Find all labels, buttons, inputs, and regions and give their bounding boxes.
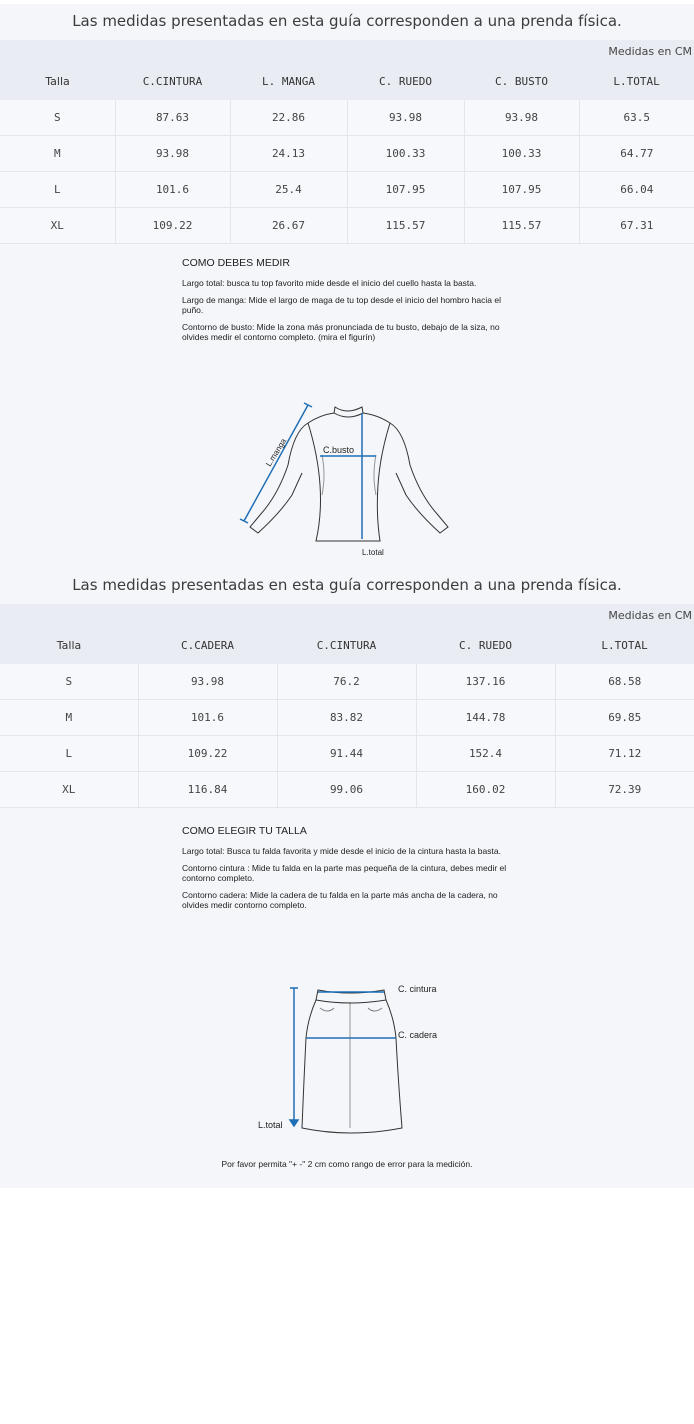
error-range-note: Por favor permita "+ -" 2 cm como rango de error para la medición. [221,1159,473,1169]
table-row [0,700,694,736]
cadera-label: C. cadera [398,1030,438,1040]
cintura-label: C. cintura [398,984,437,994]
table-row [0,736,694,772]
instructions-paragraph: Largo total: Busca tu falda favorita y mide desde el inicio de la cintura hasta la basta. [182,846,501,856]
instructions-paragraph: Largo de manga: Mide el largo de maga de tu top desde el inicio del hombro hacia el puño. [182,295,501,315]
table-cell: 83.82 [277,700,416,736]
table-cell: 93.98 [347,100,464,136]
top-units-label: Medidas en CM [0,40,694,62]
col-header: L.TOTAL [555,626,694,664]
table-cell: 100.33 [347,136,464,172]
table-cell: M [0,700,138,736]
table-cell: 69.85 [555,700,694,736]
collar-outline [334,407,363,417]
instructions-paragraph: Largo total: busca tu top favorito mide desde el inicio del cuello hasta la basta. [182,278,477,288]
top-size-table [0,40,694,244]
table-cell: XL [0,208,115,244]
col-header: Talla [0,626,138,664]
instructions-title: COMO ELEGIR TU TALLA [182,825,307,837]
col-header: C.CINTURA [115,62,230,100]
total-label: L.total [362,548,384,557]
table-cell: M [0,136,115,172]
table-cell: 109.22 [115,208,230,244]
table-cell: 91.44 [277,736,416,772]
col-header: C. BUSTO [464,62,579,100]
table-cell: 22.86 [230,100,347,136]
busto-label: C.busto [323,445,355,455]
instructions-paragraph: Contorno cintura : Mide tu falda en la parte mas pequeña de la cintura, debes medir el contorno completo. [182,863,507,883]
table-cell: 76.2 [277,664,416,700]
table-cell: L [0,172,115,208]
table-cell: 101.6 [138,700,277,736]
right-sleeve-outline [363,413,448,533]
top-instructions [182,258,522,349]
table-cell: 93.98 [115,136,230,172]
table-cell: 25.4 [230,172,347,208]
col-header: Talla [0,62,115,100]
instructions-title: COMO DEBES MEDIR [182,257,290,269]
table-cell: 71.12 [555,736,694,772]
table-cell: 115.57 [347,208,464,244]
col-header: C. RUEDO [416,626,555,664]
col-header: L.TOTAL [579,62,694,100]
table-cell: 107.95 [347,172,464,208]
table-cell: 72.39 [555,772,694,808]
table-cell: 67.31 [579,208,694,244]
table-cell: 101.6 [115,172,230,208]
table-cell: S [0,664,138,700]
instructions-paragraph: Contorno de busto: Mide la zona más pronunciada de tu busto, debajo de la siza, no olvides medir el contorno completo. (mira el figurín) [182,322,500,342]
table-row [0,208,694,244]
table-header-row [0,62,694,100]
table-header-row [0,626,694,664]
table-row [0,100,694,136]
table-cell: 160.02 [416,772,555,808]
table-cell: 152.4 [416,736,555,772]
table-cell: 68.58 [555,664,694,700]
bottom-caption: Las medidas presentadas en esta guía corresponden a una prenda física. [72,576,622,594]
table-row [0,136,694,172]
table-cell: 24.13 [230,136,347,172]
table-cell: 99.06 [277,772,416,808]
manga-label: L.manga [264,436,289,469]
table-cell: S [0,100,115,136]
bottom-garment-figure [250,978,460,1140]
col-header: C. RUEDO [347,62,464,100]
table-cell: 116.84 [138,772,277,808]
body-outline [308,423,390,541]
table-cell: L [0,736,138,772]
table-cell: 87.63 [115,100,230,136]
bottom-units-label: Medidas en CM [0,604,694,626]
col-header: C.CINTURA [277,626,416,664]
bottom-size-table [0,604,694,808]
table-cell: 93.98 [138,664,277,700]
manga-measure-line [244,405,308,521]
top-caption: Las medidas presentadas en esta guía corresponden a una prenda física. [72,12,622,30]
table-row [0,172,694,208]
instructions-paragraph: Contorno cadera: Mide la cadera de tu falda en la parte más ancha de la cadera, no olvides medir contorno completo. [182,890,498,910]
bottom-instructions [182,826,522,917]
table-row [0,772,694,808]
table-cell: 26.67 [230,208,347,244]
left-sleeve-outline [250,413,334,533]
col-header: C.CADERA [138,626,277,664]
table-row [0,664,694,700]
table-cell: 137.16 [416,664,555,700]
col-header: L. MANGA [230,62,347,100]
table-cell: 93.98 [464,100,579,136]
table-cell: 64.77 [579,136,694,172]
table-cell: 63.5 [579,100,694,136]
total-label: L.total [258,1120,283,1130]
top-garment-figure [230,395,470,565]
table-cell: 115.57 [464,208,579,244]
table-cell: XL [0,772,138,808]
table-cell: 144.78 [416,700,555,736]
table-cell: 100.33 [464,136,579,172]
table-cell: 107.95 [464,172,579,208]
skirt-outline [302,1000,402,1133]
table-cell: 66.04 [579,172,694,208]
table-cell: 109.22 [138,736,277,772]
